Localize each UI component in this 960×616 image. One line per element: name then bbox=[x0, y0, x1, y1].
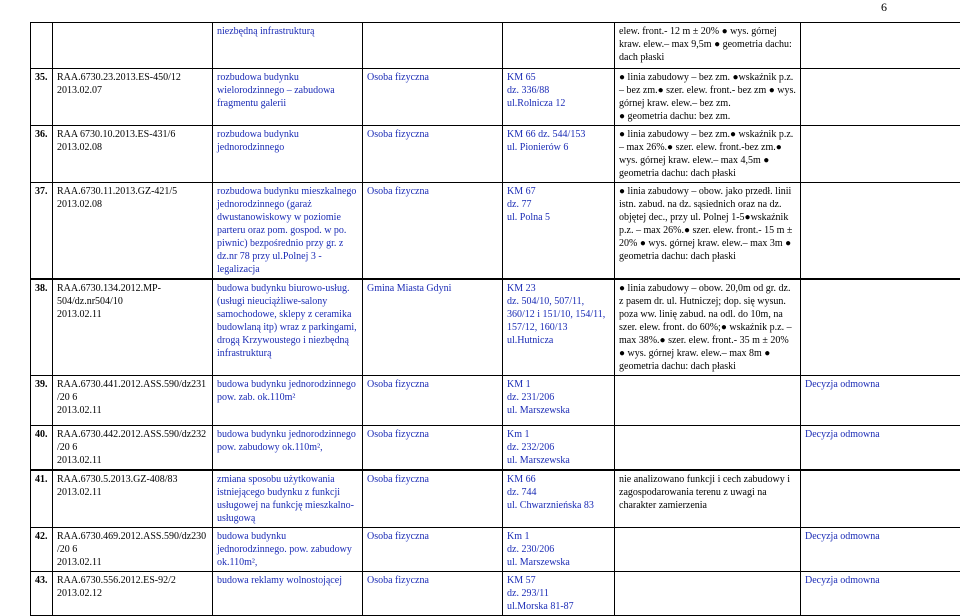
project-scope: niezbędną infrastrukturą bbox=[213, 23, 363, 69]
project-scope: rozbudowa budynku wielorodzinnego – zabudowa fragmentu galerii bbox=[213, 69, 363, 126]
building-parameters: ● linia zabudowy – obow. 20,0m od gr. dz. z pasem dr. ul. Hutniczej; dop. się wysun. poza ww. linię zabud. na odl. do 10m, na szer. elew. front. do 60%;● wskaźnik p.z. – max 38%.● szer. elew. front.- 35 m ± 20% ● wys. górnej kraw. elew.– max 8m ● geometria dachu: dach płaski bbox=[615, 279, 801, 376]
parcel-location: KM 66 dz. 744 ul. Chwarznieńska 83 bbox=[503, 470, 615, 528]
building-parameters bbox=[615, 572, 801, 616]
project-scope: budowa budynku jednorodzinnego pow. zab. ok.110m² bbox=[213, 376, 363, 426]
project-scope: zmiana sposobu użytkowania istniejącego budynku z funkcji usługowej na funkcję mieszkalno-usługową bbox=[213, 470, 363, 528]
project-scope: budowa budynku biurowo-usług. (usługi nieuciążliwe-salony samochodowe, sklepy z ceramika budowlaną itp) wraz z parkingami, drogą Krzywoustego i niezbędną infrastrukturą bbox=[213, 279, 363, 376]
decision-status bbox=[801, 23, 960, 69]
table-row bbox=[31, 183, 960, 280]
table-row bbox=[31, 279, 960, 376]
case-sign: RAA.6730.11.2013.GZ-421/5 2013.02.08 bbox=[53, 183, 213, 280]
case-sign: RAA 6730.10.2013.ES-431/6 2013.02.08 bbox=[53, 126, 213, 183]
project-scope: rozbudowa budynku jednorodzinnego bbox=[213, 126, 363, 183]
table-row bbox=[31, 23, 960, 69]
row-number: 39. bbox=[31, 376, 53, 426]
project-scope: rozbudowa budynku mieszkalnego jednorodzinnego (garaż dwustanowiskowy w poziomie parteru oraz pom. gospod. w po. piwnic) bezpośrednio przy gr. z dz.nr 78 przy ul.Polnej 3 - legalizacja bbox=[213, 183, 363, 280]
building-parameters: ● linia zabudowy – bez zm.● wskaźnik p.z. – max 26%.● szer. elew. front.-bez zm.● wys. górnej kraw. elew.– max 4,5m ● geometria dachu: dach płaski bbox=[615, 126, 801, 183]
table-row bbox=[31, 470, 960, 528]
building-parameters: elew. front.- 12 m ± 20% ● wys. górnej kraw. elew.– max 9,5m ● geometria dachu: dach płaski bbox=[615, 23, 801, 69]
applicant: Osoba fizyczna bbox=[363, 528, 503, 572]
project-scope: budowa budynku jednorodzinnego. pow. zabudowy ok.110m², bbox=[213, 528, 363, 572]
row-number: 37. bbox=[31, 183, 53, 280]
decision-status: Decyzja odmowna bbox=[801, 572, 960, 616]
row-number: 38. bbox=[31, 279, 53, 376]
decision-status bbox=[801, 470, 960, 528]
project-scope: budowa budynku jednorodzinnego pow. zabudowy ok.110m², bbox=[213, 426, 363, 471]
row-number: 40. bbox=[31, 426, 53, 471]
row-number: 42. bbox=[31, 528, 53, 572]
applicant: Osoba fizyczna bbox=[363, 572, 503, 616]
table-row bbox=[31, 426, 960, 471]
building-parameters: ● linia zabudowy – bez zm. ●wskaźnik p.z. – bez zm.● szer. elew. front.- bez zm ● wys. górnej kraw. elew.– bez zm. ● geometria dachu: bez zm. bbox=[615, 69, 801, 126]
case-sign: RAA.6730.441.2012.ASS.590/dz231/20 6 2013.02.11 bbox=[53, 376, 213, 426]
case-sign: RAA.6730.556.2012.ES-92/2 2013.02.12 bbox=[53, 572, 213, 616]
parcel-location: KM 66 dz. 544/153 ul. Pionierów 6 bbox=[503, 126, 615, 183]
building-parameters bbox=[615, 528, 801, 572]
parcel-location: Km 1 dz. 230/206 ul. Marszewska bbox=[503, 528, 615, 572]
row-number: 35. bbox=[31, 69, 53, 126]
applicant: Osoba fizyczna bbox=[363, 183, 503, 280]
decision-status bbox=[801, 279, 960, 376]
parcel-location bbox=[503, 23, 615, 69]
table-row bbox=[31, 528, 960, 572]
building-parameters: nie analizowano funkcji i cech zabudowy i zagospodarowania terenu z uwagi na charakter zamierzenia bbox=[615, 470, 801, 528]
building-parameters bbox=[615, 426, 801, 471]
table-row bbox=[31, 376, 960, 426]
parcel-location: KM 67 dz. 77 ul. Polna 5 bbox=[503, 183, 615, 280]
case-sign: RAA.6730.442.2012.ASS.590/dz232/20 6 2013.02.11 bbox=[53, 426, 213, 471]
case-sign bbox=[53, 23, 213, 69]
parcel-location: KM 23 dz. 504/10, 507/11, 360/12 i 151/10, 154/11, 157/12, 160/13 ul.Hutnicza bbox=[503, 279, 615, 376]
row-number: 36. bbox=[31, 126, 53, 183]
applicant: Osoba fizyczna bbox=[363, 126, 503, 183]
case-sign: RAA.6730.134.2012.MP-504/dz.nr504/10 2013.02.11 bbox=[53, 279, 213, 376]
case-sign: RAA.6730.469.2012.ASS.590/dz230/20 6 2013.02.11 bbox=[53, 528, 213, 572]
decision-status: Decyzja odmowna bbox=[801, 528, 960, 572]
building-parameters bbox=[615, 376, 801, 426]
decisions-table bbox=[30, 22, 960, 616]
decision-status: Decyzja odmowna bbox=[801, 376, 960, 426]
applicant: Gmina Miasta Gdyni bbox=[363, 279, 503, 376]
project-scope: budowa reklamy wolnostojącej bbox=[213, 572, 363, 616]
applicant: Osoba fizyczna bbox=[363, 69, 503, 126]
parcel-location: Km 1 dz. 232/206 ul. Marszewska bbox=[503, 426, 615, 471]
decision-status bbox=[801, 183, 960, 280]
decision-status: Decyzja odmowna bbox=[801, 426, 960, 471]
table-row bbox=[31, 69, 960, 126]
applicant bbox=[363, 23, 503, 69]
table-row bbox=[31, 572, 960, 616]
parcel-location: KM 1 dz. 231/206 ul. Marszewska bbox=[503, 376, 615, 426]
case-sign: RAA.6730.5.2013.GZ-408/83 2013.02.11 bbox=[53, 470, 213, 528]
decision-status bbox=[801, 126, 960, 183]
row-number: 43. bbox=[31, 572, 53, 616]
parcel-location: KM 57 dz. 293/11 ul.Morska 81-87 bbox=[503, 572, 615, 616]
decision-status bbox=[801, 69, 960, 126]
parcel-location: KM 65 dz. 336/88 ul.Rolnicza 12 bbox=[503, 69, 615, 126]
row-number: 41. bbox=[31, 470, 53, 528]
page-number: 6 bbox=[881, 0, 887, 15]
table-row bbox=[31, 126, 960, 183]
case-sign: RAA.6730.23.2013.ES-450/12 2013.02.07 bbox=[53, 69, 213, 126]
applicant: Osoba fizyczna bbox=[363, 376, 503, 426]
applicant: Osoba fizyczna bbox=[363, 426, 503, 471]
row-number bbox=[31, 23, 53, 69]
applicant: Osoba fizyczna bbox=[363, 470, 503, 528]
building-parameters: ● linia zabudowy – obow. jako przedł. linii istn. zabud. na dz. sąsiednich oraz na dz. objętej dec., przy ul. Polnej 1-5●wskaźnik p.z. – max 26%.● szer. elew. front.- 15 m ± 20% ● wys. górnej kraw. elew.– max 3m ● geometria dachu: dach płaski bbox=[615, 183, 801, 280]
